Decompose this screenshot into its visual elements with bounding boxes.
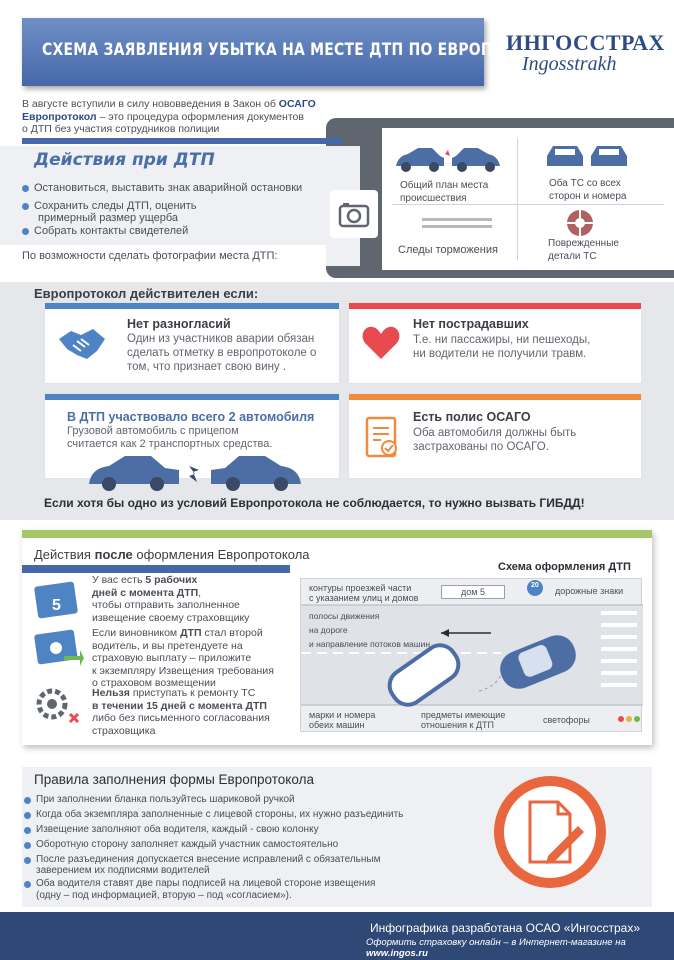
step3-text: Нельзя приступать к ремонту ТС в течении 15 дней с момента ДТП либо без письменного согласования страховщика <box>92 687 270 737</box>
no-repair-icon <box>34 686 84 731</box>
warning-text: Если хотя бы одно из условий Европротокола не соблюдается, то нужно вызвать ГИБДД! <box>44 496 585 510</box>
document-check-icon <box>365 416 401 465</box>
step1-text: У вас есть 5 рабочих дней с момента ДТП, чтобы отправить заполненное извещение своему страховщику <box>92 574 250 624</box>
scheme-title: Схема оформления ДТП <box>498 561 631 573</box>
actions-title: Действия при ДТП <box>34 150 215 170</box>
document-pen-icon <box>494 776 606 888</box>
cars-crash-icon <box>392 144 504 179</box>
footer-line1: Инфографика разработана ОСАО «Ингосстрах» <box>370 921 641 935</box>
handshake-icon <box>57 321 107 370</box>
envelope-money-icon <box>34 626 84 675</box>
tire-marks-icon <box>422 216 492 235</box>
rules-title: Правила заполнения формы Европротокола <box>34 772 314 787</box>
after-title: Действия после оформления Европротокола <box>34 547 310 562</box>
intro-text: В августе вступили в силу нововведения в Закон об ОСАГО Европротокол – это процедура оформления документов о ДТП без участия сотрудников полиции <box>22 98 316 135</box>
card-osago: Есть полис ОСАГО Оба автомобиля должны быть застрахованы по ОСАГО. <box>348 393 642 479</box>
page-title: СХЕМА ЗАЯВЛЕНИЯ УБЫТКА НА МЕСТЕ ДТП ПО ЕВРОПРОТОКОЛУ <box>42 40 584 60</box>
camera-icon <box>330 190 378 238</box>
two-cars-icon <box>545 140 629 177</box>
footer-link[interactable]: www.ingos.ru <box>366 948 428 959</box>
card-two-cars: В ДТП участвовало всего 2 автомобиля Грузовой автомобиль с прицепом считается как 2 транспортных средства. <box>44 393 340 479</box>
valid-title: Европротокол действителен если: <box>34 286 259 301</box>
card-no-injured: Нет пострадавших Т.е. ни пассажиры, ни пешеходы, ни водители не получили травм. <box>348 302 642 384</box>
envelope-5-icon <box>34 576 82 627</box>
logo-main: ИНГОССТРАХ <box>506 30 665 55</box>
logo-sub: Ingosstrakh <box>522 53 617 75</box>
house-label: дом 5 <box>441 585 505 599</box>
step2-text: Если виновником ДТП стал второй водитель, и вы претендуете на страховую выплату – приложите к экземпляру Извещения требования о страховом возмещении <box>92 627 274 689</box>
divider <box>22 138 342 144</box>
photo-note: По возможности сделать фотографии места ДТП: <box>22 250 278 262</box>
footer-line2: Оформить страховку онлайн – в Интернет-магазине на www.ingos.ru <box>366 937 626 959</box>
badge-number: 5 <box>52 597 61 614</box>
scheme-box: 20 контуры проезжей части с указанием улиц и домов дом 5 дорожные знаки полосы движения на дороге и направление потоков машин марки и номера обеих машин предметы имеющие отношения к ДТП светофоры <box>300 578 642 732</box>
cars-collision-icon <box>85 452 305 497</box>
card-no-disagreement: Нет разногласий Один из участников аварии обязан сделать отметку в европротоколе о том, что признает свою вину . <box>44 302 340 384</box>
heart-icon <box>361 325 401 366</box>
photo-screen: Общий план места происшествия Оба ТС со всех сторон и номера Следы торможения Поврежденные детали ТС <box>382 128 674 270</box>
